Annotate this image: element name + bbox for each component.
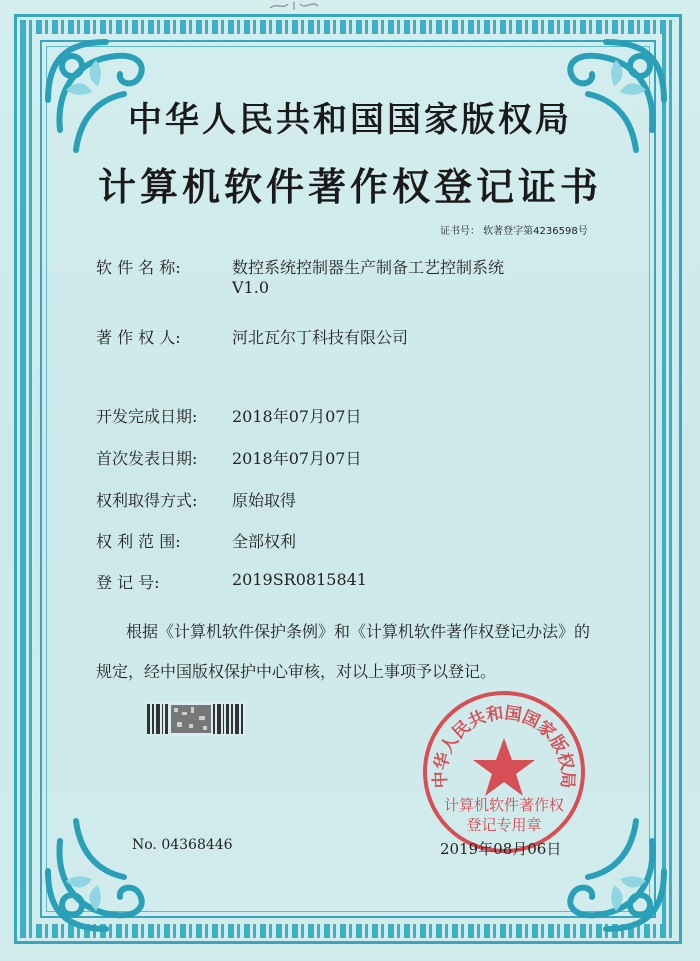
certificate-number: 证书号： 软著登字第4236598号	[440, 226, 588, 237]
seal-star-icon	[473, 738, 535, 796]
statement	[96, 612, 636, 692]
field-value: 河北瓦尔丁科技有限公司	[232, 328, 409, 347]
field-label: 登 记 号:	[96, 573, 160, 592]
field-value	[232, 255, 504, 297]
corner-ornament-icon	[36, 811, 166, 941]
issue-date: 2019年08月06日	[440, 840, 562, 858]
field-value: 2018年07月07日	[232, 407, 362, 426]
software-version-value: V1.0	[232, 278, 269, 297]
field-value: 原始取得	[232, 491, 297, 510]
field-software-name	[96, 255, 504, 297]
field-label: 权 利 范 围:	[96, 532, 181, 551]
field-label: 权利取得方式:	[96, 491, 198, 510]
handwritten-mark-icon	[268, 0, 328, 12]
official-seal	[420, 688, 588, 856]
seal-inner-text-2: 登记专用章	[466, 816, 542, 834]
field-rights-scope	[96, 529, 296, 552]
seal-arc-text: 中华人民共和国国家版权局	[430, 703, 578, 789]
field-label: 著 作 权 人:	[96, 328, 181, 347]
serial-number: No. 04368446	[132, 837, 233, 853]
issuer-title: 中华人民共和国国家版权局	[128, 100, 572, 140]
certificate-title: 计算机软件著作权登记证书	[97, 164, 602, 209]
field-publication-date	[96, 446, 361, 469]
field-label: 首次发表日期:	[96, 449, 198, 468]
software-name-value: 数控系统控制器生产制备工艺控制系统	[232, 258, 505, 277]
field-copyright-owner	[96, 325, 408, 348]
field-label: 软 件 名 称:	[96, 258, 181, 277]
field-value: 2018年07月07日	[232, 449, 362, 468]
field-registration-number	[96, 570, 367, 593]
field-value: 全部权利	[232, 532, 297, 551]
field-value: 2019SR0815841	[232, 570, 367, 589]
barcode-icon	[147, 702, 245, 736]
field-development-date	[96, 404, 361, 427]
seal-inner-text-1: 计算机软件著作权	[443, 796, 565, 814]
statement-line-1: 根据《计算机软件保护条例》和《计算机软件著作权登记办法》的	[126, 622, 591, 641]
field-label: 开发完成日期:	[96, 407, 198, 426]
field-acquisition-method	[96, 488, 296, 511]
statement-line-2: 规定，经中国版权保护中心审核，对以上事项予以登记。	[96, 662, 497, 681]
